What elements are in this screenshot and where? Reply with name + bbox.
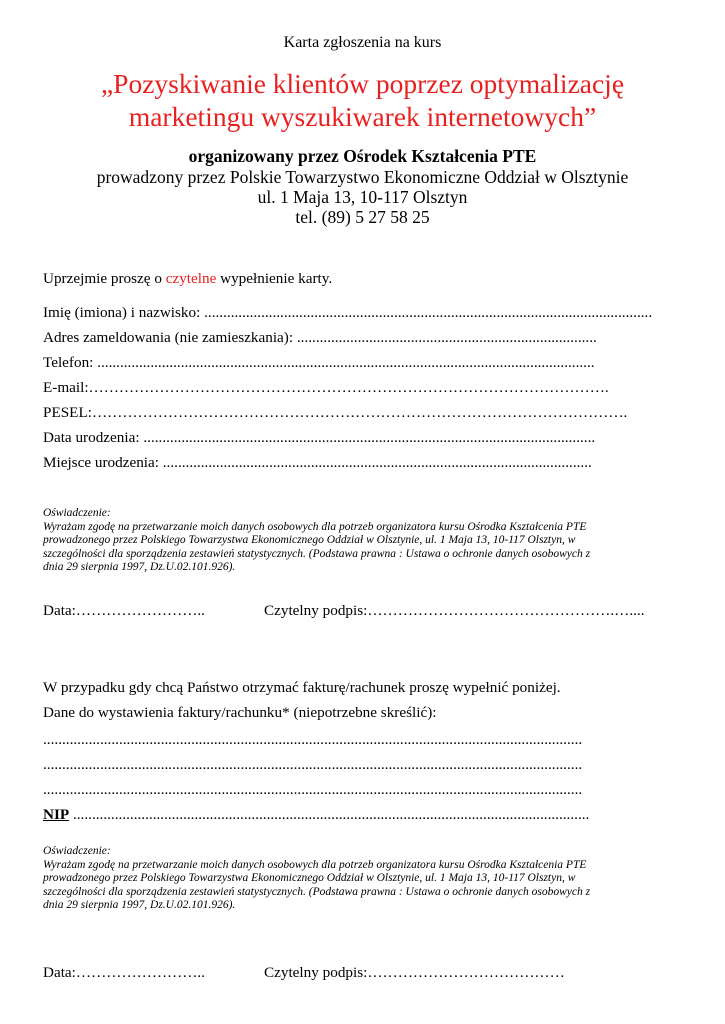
declaration2-text-1: Wyrażam zgodę na przetwarzanie moich danych osobowych dla potrzeb organizatora kursu Ośrodka Kształcenia PTE bbox=[43, 858, 587, 871]
date-field[interactable]: Data:…………………….. bbox=[43, 602, 205, 619]
form-label: Karta zgłoszenia na kurs bbox=[283, 34, 442, 51]
course-title-line1: „Pozyskiwanie klientów poprzez optymalizację bbox=[100, 68, 625, 99]
course-title-line2: marketingu wyszukiwarek internetowych” bbox=[128, 101, 597, 132]
organizer-line: organizowany przez Ośrodek Kształcenia PTE bbox=[188, 146, 537, 166]
invoice-data-label: Dane do wystawienia faktury/rachunku* (niepotrzebne skreślić): bbox=[43, 704, 437, 721]
date-field-2[interactable]: Data:…………………….. bbox=[43, 964, 205, 981]
phone-line: tel. (89) 5 27 58 25 bbox=[295, 207, 430, 227]
declaration-heading-2: Oświadczenie: bbox=[43, 845, 111, 857]
declaration-block-2 bbox=[43, 845, 643, 913]
declaration2-text-2: prowadzonego przez Polskiego Towarzystwa Ekonomicznego Oddział w Olsztynie, ul. 1 Maja 13, 10-117 Olsztyn, w bbox=[43, 872, 576, 884]
invoice-line-3[interactable]: .............................................................................................................................................. bbox=[43, 781, 583, 798]
nip-label: NIP bbox=[43, 806, 70, 823]
signature-field-2[interactable]: Czytelny podpis:………………………………… bbox=[264, 964, 565, 981]
invoice-line-2[interactable]: .............................................................................................................................................. bbox=[43, 756, 583, 773]
declaration-text-2: prowadzonego przez Polskiego Towarzystwa Ekonomicznego Oddział w Olsztynie, ul. 1 Maja 13, 10-117 Olsztyn, w bbox=[43, 534, 576, 546]
declaration2-text-4: dnia 29 sierpnia 1997, Dz.U.02.101.926). bbox=[43, 899, 236, 911]
declaration2-text-3: szczególności dla sporządzenia zestawień statystycznych. (Podstawa prawna : Ustawa o ochronie danych osobowych z bbox=[43, 885, 591, 898]
declaration-block bbox=[43, 507, 643, 575]
email-field[interactable]: E-mail:…………………………………………………………………………………………. bbox=[43, 379, 609, 396]
invoice-line-1[interactable]: .............................................................................................................................................. bbox=[43, 731, 583, 748]
phone-field[interactable]: Telefon: ................................................................................................................................... bbox=[43, 354, 595, 371]
intro-highlight: czytelne bbox=[165, 270, 217, 287]
declaration-text-4: dnia 29 sierpnia 1997, Dz.U.02.101.926). bbox=[43, 561, 236, 573]
declaration-text-3: szczególności dla sporządzenia zestawień statystycznych. (Podstawa prawna : Ustawa o ochronie danych osobowych z bbox=[43, 547, 591, 560]
address-line: ul. 1 Maja 13, 10-117 Olsztyn bbox=[257, 187, 468, 207]
declaration-heading: Oświadczenie: bbox=[43, 507, 111, 519]
declaration-text-1: Wyrażam zgodę na przetwarzanie moich danych osobowych dla potrzeb organizatora kursu Ośrodka Kształcenia PTE bbox=[43, 520, 587, 533]
birth-date-field[interactable]: Data urodzenia: ....................................................................................................................... bbox=[43, 429, 596, 446]
invoice-intro: W przypadku gdy chcą Państwo otrzymać fakturę/rachunek proszę wypełnić poniżej. bbox=[43, 679, 561, 696]
name-field[interactable]: Imię (imiona) i nazwisko: ...................................................................................................................... bbox=[43, 304, 653, 321]
intro-text: Uprzejmie proszę o czytelne wypełnienie karty. bbox=[43, 270, 333, 287]
signature-field[interactable]: Czytelny podpis:………………………………………….….... bbox=[264, 602, 645, 619]
run-by-line: prowadzony przez Polskie Towarzystwo Ekonomiczne Oddział w Olsztynie bbox=[96, 167, 629, 187]
pesel-field[interactable]: PESEL:……………………………………………………………………………………………. bbox=[43, 404, 628, 421]
registered-address-field[interactable]: Adres zameldowania (nie zamieszkania): ............................................................................... bbox=[43, 329, 597, 346]
nip-field[interactable]: NIP ........................................................................................................................................ bbox=[43, 806, 590, 823]
birth-place-field[interactable]: Miejsce urodzenia: ................................................................................................................. bbox=[43, 454, 592, 471]
